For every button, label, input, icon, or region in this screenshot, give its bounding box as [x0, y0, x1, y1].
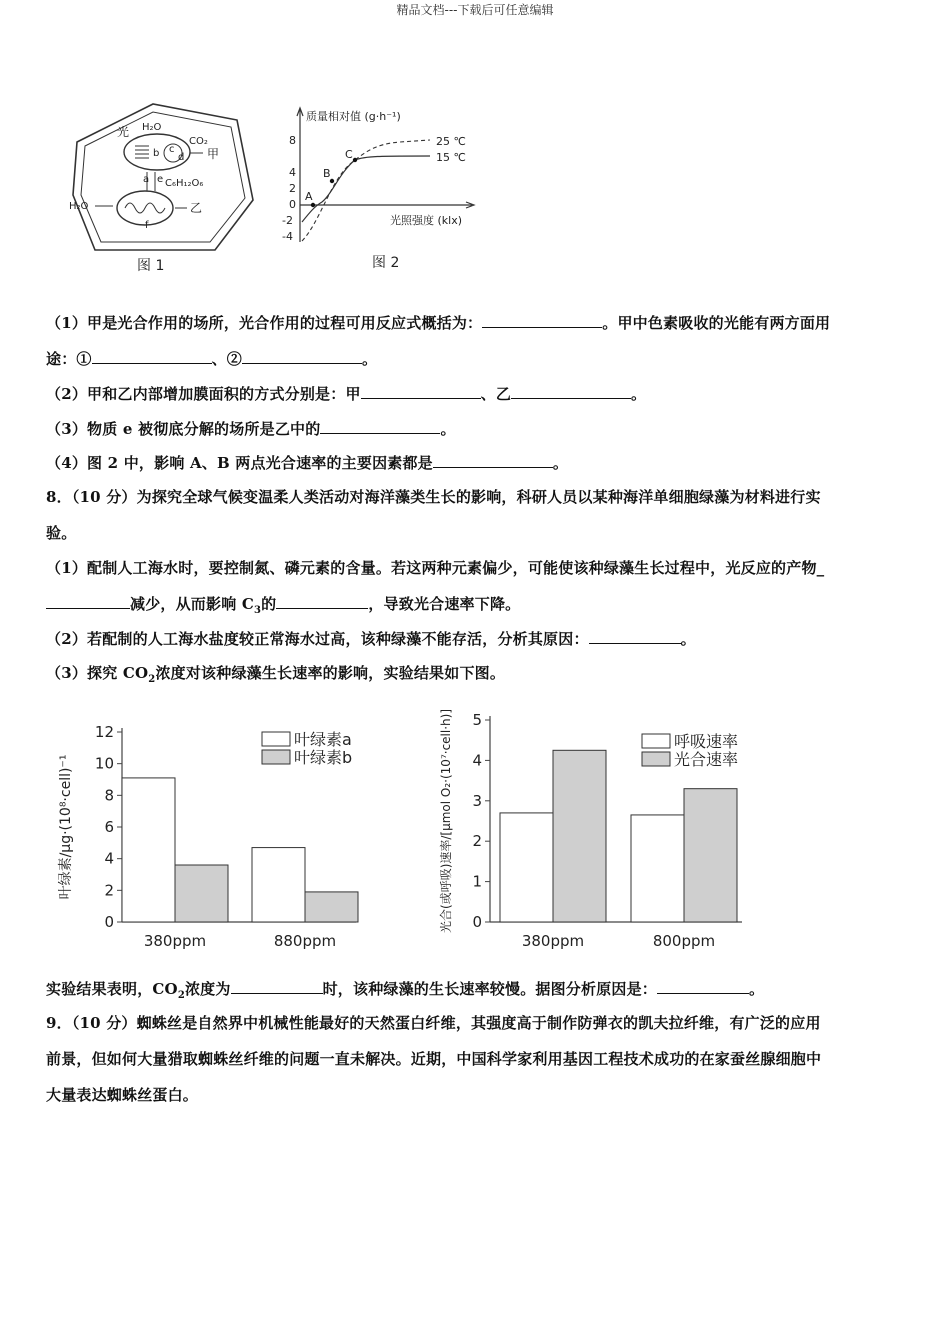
y-tick-label: 5	[472, 711, 482, 729]
legend-swatch	[642, 752, 670, 766]
label-h2o-left: H₂O	[69, 201, 89, 212]
y-tick-label: 8	[104, 786, 114, 805]
x-tick-label: 380ppm	[521, 932, 585, 950]
question-8-result: 实验结果表明，$CO_2$浓度为 时，该种绿藻的生长速率较慢。据图分析原因是： 。	[46, 980, 765, 1001]
legend-swatch	[642, 734, 670, 748]
answer-blank[interactable]	[511, 384, 631, 399]
fig2-xlabel: 光照强度 (klx)	[390, 214, 463, 227]
label-d: d	[178, 152, 185, 163]
question-9-cont: 前景，但如何大量猎取蜘蛛丝纤维的问题一直未解决。近期，中国科学家利用基因工程技术成功的在家蚕丝腺细胞中	[46, 1050, 822, 1068]
y-tick-label: 1	[472, 872, 482, 891]
answer-blank[interactable]	[46, 594, 130, 609]
y-tick-label: 12	[94, 723, 114, 741]
bar	[500, 813, 553, 922]
series-label-25c: 25 ℃	[436, 135, 466, 148]
label-point-c: C	[345, 148, 353, 161]
label-co2: CO₂	[189, 136, 208, 147]
label-b: b	[153, 148, 160, 159]
question-8-cont: 验。	[46, 524, 77, 542]
label-point-a: A	[305, 190, 313, 203]
question-9: 9．（10 分）蜘蛛丝是自然界中机械性能最好的天然蛋白纤维，其强度高于制作防弹衣的凯夫拉纤维，有广泛的应用	[46, 1014, 821, 1032]
x-tick-label: 800ppm	[652, 932, 716, 950]
question-8: 8．（10 分）为探究全球气候变温柔人类活动对海洋藻类生长的影响，科研人员以某种海洋单细胞绿藻为材料进行实	[46, 488, 821, 506]
bar	[252, 848, 305, 922]
label-c: c	[169, 144, 175, 155]
legend-label: 光合速率	[674, 750, 739, 769]
x-tick-label: 880ppm	[273, 932, 337, 950]
point-a	[311, 203, 315, 207]
question-9-cont2: 大量表达蜘蛛丝蛋白。	[46, 1086, 199, 1104]
y-tick-label: 3	[472, 791, 482, 810]
answer-blank[interactable]	[482, 313, 602, 328]
answer-blank[interactable]	[433, 453, 553, 468]
fig2-ytick: 4	[289, 166, 296, 179]
y-tick-label: 2	[472, 832, 482, 851]
legend-label: 叶绿素a	[294, 730, 352, 749]
bar	[553, 750, 606, 922]
label-yi: 乙	[190, 201, 203, 215]
answer-blank[interactable]	[242, 349, 362, 364]
figure-2-caption: 图 2	[372, 255, 400, 271]
y-axis-label: 光合(或呼吸)速率/[μmol O₂·(10⁷·cell·h)]	[439, 709, 453, 933]
page-header: 精品文档---下载后可任意编辑	[396, 3, 554, 17]
bar	[305, 892, 358, 922]
fig2-ytick: 8	[289, 134, 296, 147]
label-point-b: B	[323, 167, 331, 180]
question-7-3: （3）物质 e 被彻底分解的场所是乙中的 。	[46, 420, 456, 438]
question-8-1-cont: 减少，从而影响 $C_3$的 ，导致光合速率下降。	[46, 593, 916, 616]
x-tick-label: 380ppm	[143, 932, 207, 950]
y-tick-label: 0	[472, 913, 482, 931]
label-h2o-top: H₂O	[142, 122, 162, 133]
bar	[122, 778, 175, 922]
y-tick-label: 10	[94, 754, 114, 773]
bar	[631, 815, 684, 922]
bar	[175, 865, 228, 922]
label-light: 光	[117, 125, 130, 139]
question-7-1: （1）甲是光合作用的场所，光合作用的过程可用反应式概括为： 。甲中色素吸收的光能有两方面用	[46, 314, 831, 332]
y-tick-label: 2	[104, 881, 114, 900]
y-tick-label: 6	[104, 818, 114, 836]
chart-chlorophyll	[56, 712, 376, 958]
y-tick-label: 4	[472, 751, 482, 770]
chart-photosynthesis-respiration	[440, 706, 760, 958]
y-tick-label: 0	[104, 913, 114, 931]
figure-1-caption: 图 1	[137, 258, 165, 274]
y-tick-label: 4	[104, 849, 114, 868]
label-a: a	[143, 174, 150, 185]
legend-label: 叶绿素b	[294, 748, 353, 767]
figure-2-light-curve	[280, 102, 480, 274]
answer-blank[interactable]	[276, 594, 368, 609]
question-8-2: （2）若配制的人工海水盐度较正常海水过高，该种绿藻不能存活，分析其原因： 。	[46, 630, 696, 648]
label-f: f	[145, 220, 149, 231]
fig2-ytick: 2	[289, 182, 296, 195]
point-c	[353, 158, 357, 162]
question-8-3: （3）探究 $CO_2$浓度对该种绿藻生长速率的影响，实验结果如下图。	[46, 664, 506, 685]
answer-blank[interactable]	[657, 979, 749, 994]
label-glucose: C₆H₁₂O₆	[165, 178, 204, 189]
answer-blank[interactable]	[589, 629, 681, 644]
answer-blank[interactable]	[92, 349, 212, 364]
fig2-ytick: -2	[282, 214, 293, 227]
fig2-ytick: -4	[282, 230, 293, 243]
legend-swatch	[262, 732, 290, 746]
chloroplast-grana	[135, 146, 149, 158]
label-e: e	[157, 174, 164, 185]
series-label-15c: 15 ℃	[436, 151, 466, 164]
fig2-ytick: 0	[289, 198, 296, 211]
label-jia: 甲	[207, 147, 220, 161]
answer-blank[interactable]	[231, 979, 323, 994]
question-8-1: （1）配制人工海水时，要控制氮、磷元素的含量。若这两种元素偏少，可能使该种绿藻生长过程中，光反应的产物_	[46, 559, 825, 577]
answer-blank[interactable]	[361, 384, 481, 399]
fig2-ylabel: 质量相对值 (g·h⁻¹)	[306, 110, 401, 123]
answer-blank[interactable]	[320, 419, 440, 434]
legend-swatch	[262, 750, 290, 764]
question-7-2: （2）甲和乙内部增加膜面积的方式分别是：甲 、乙 。	[46, 385, 647, 403]
legend-label: 呼吸速率	[674, 732, 739, 751]
figure-1-cell-diagram	[65, 100, 265, 280]
mitochondrion-cristae	[125, 203, 165, 213]
question-7-4: （4）图 2 中，影响 A、B 两点光合速率的主要因素都是 。	[46, 454, 569, 472]
curve-15c	[302, 156, 430, 222]
question-7-1-cont: 途：① 、② 。	[46, 350, 378, 368]
y-axis-label: 叶绿素/μg·(10⁸·cell)⁻¹	[58, 754, 74, 900]
bar	[684, 789, 737, 922]
